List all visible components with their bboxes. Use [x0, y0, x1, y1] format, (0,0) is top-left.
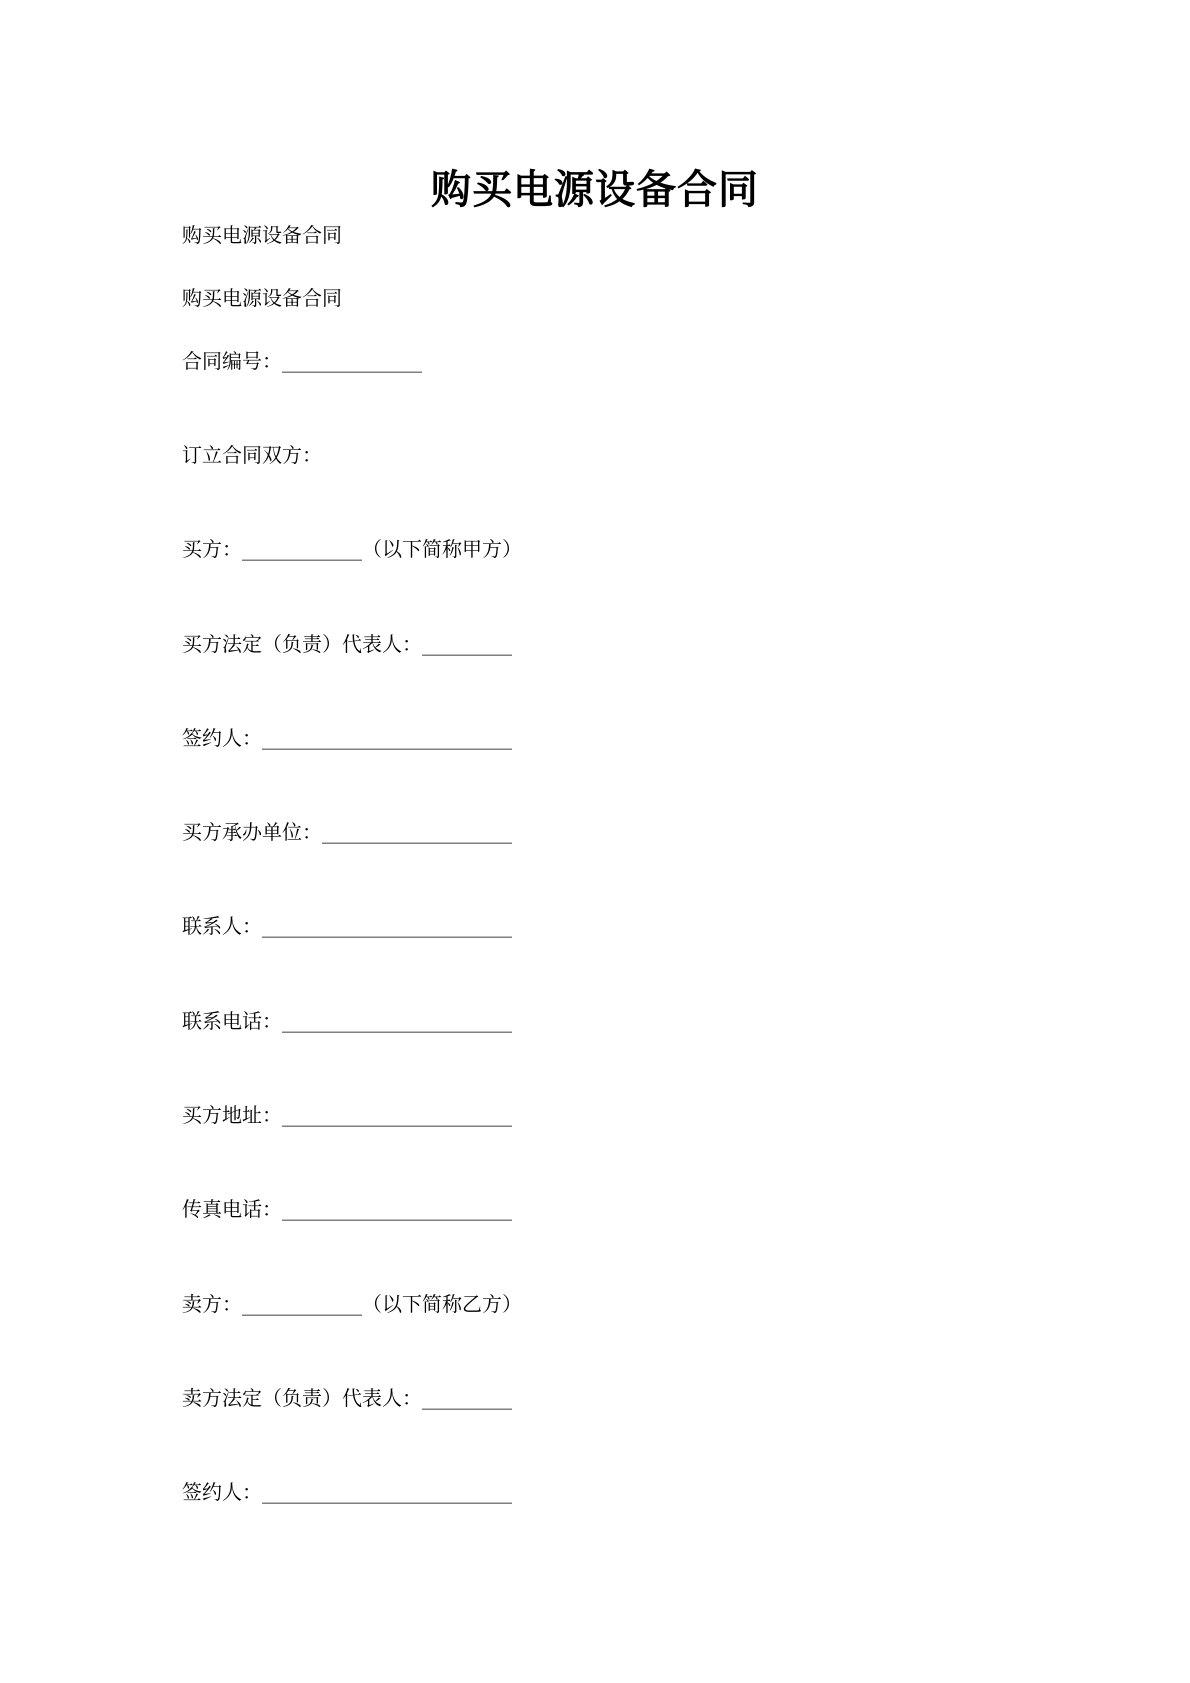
subtitle-line-1: 购买电源设备合同: [182, 223, 342, 247]
buyer-handling-unit-field: 买方承办单位：___________________: [182, 820, 512, 844]
document-title: 购买电源设备合同: [431, 166, 759, 213]
seller-field: 卖方：____________（以下简称乙方）: [182, 1292, 522, 1316]
contracting-parties-label: 订立合同双方：: [182, 443, 322, 467]
buyer-contact-person-field: 联系人：_________________________: [182, 914, 512, 938]
seller-signatory-field: 签约人：_________________________: [182, 1480, 512, 1504]
buyer-fax-field: 传真电话：_______________________: [182, 1197, 512, 1221]
seller-legal-representative-field: 卖方法定（负责）代表人：_________: [182, 1386, 512, 1410]
buyer-contact-phone-field: 联系电话：_______________________: [182, 1009, 512, 1033]
buyer-field: 买方：____________（以下简称甲方）: [182, 537, 522, 561]
buyer-legal-representative-field: 买方法定（负责）代表人：_________: [182, 632, 512, 656]
contract-number-field: 合同编号：______________: [182, 349, 422, 373]
subtitle-line-2: 购买电源设备合同: [182, 286, 342, 310]
buyer-address-field: 买方地址：_______________________: [182, 1103, 512, 1127]
buyer-signatory-field: 签约人：_________________________: [182, 726, 512, 750]
